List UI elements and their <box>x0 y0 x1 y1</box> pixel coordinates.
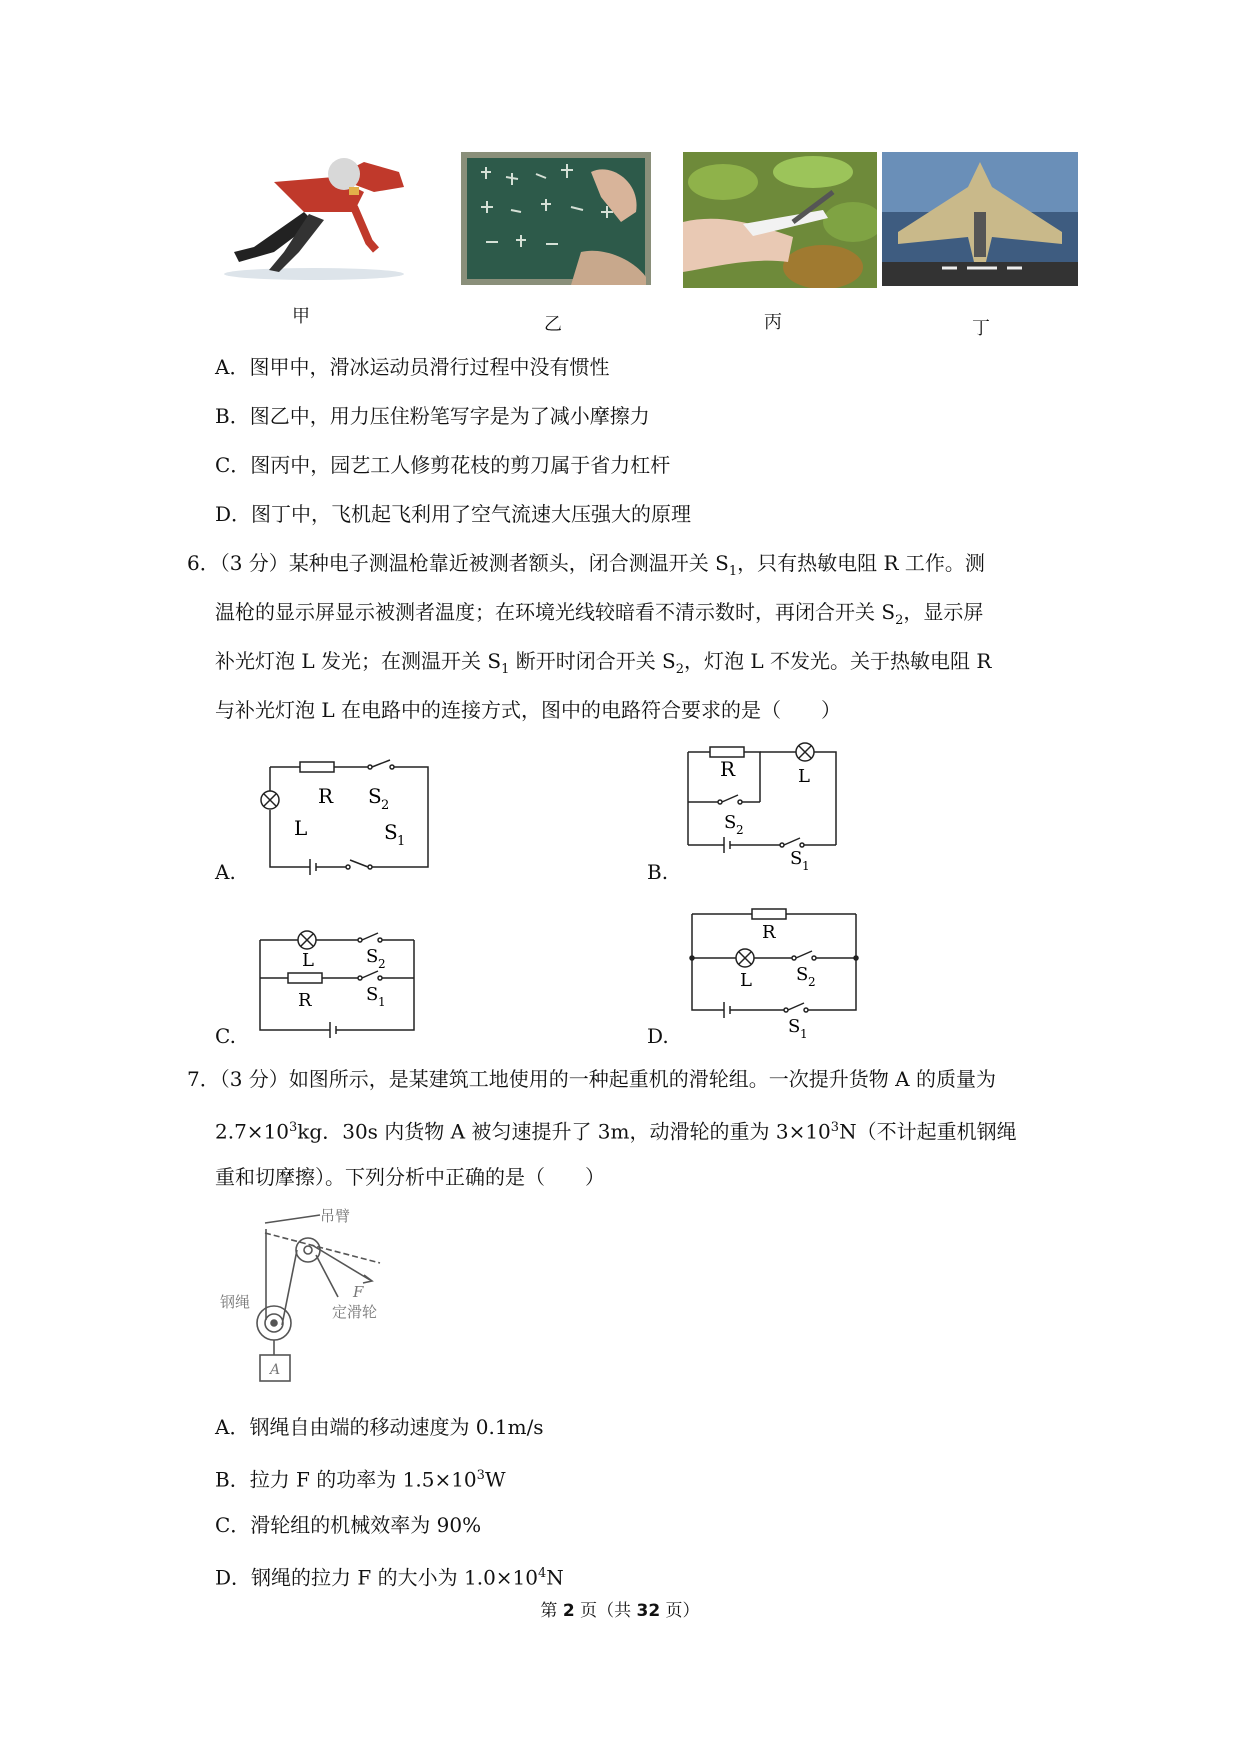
svg-text:S: S <box>724 812 737 833</box>
circuit-c-diagram <box>250 920 425 1040</box>
caption-yi: 乙 <box>544 314 562 335</box>
circuit-d-label: D. <box>647 1024 669 1048</box>
svg-text:L: L <box>740 970 752 991</box>
svg-text:L: L <box>798 766 810 787</box>
svg-text:R: R <box>298 990 312 1011</box>
svg-text:L: L <box>294 816 308 840</box>
caption-ding: 丁 <box>972 318 990 339</box>
circuit-a-label: A. <box>215 860 236 884</box>
svg-text:2: 2 <box>381 798 390 813</box>
svg-text:L: L <box>302 950 314 971</box>
svg-text:1: 1 <box>378 995 386 1009</box>
circuit-b-label: B. <box>647 860 669 884</box>
crane-pulley-diagram <box>220 1205 395 1390</box>
svg-text:S: S <box>796 964 809 985</box>
q7-number: 7．（3 分） <box>187 1067 289 1091</box>
q5-option-d: D．图丁中，飞机起飞利用了空气流速大压强大的原理 <box>215 502 692 526</box>
q7-line3: 重和切摩擦）。下列分析中正确的是（ ） <box>215 1165 605 1189</box>
q7-option-b: B．拉力 F 的功率为 $1.5\times 10^3W$ <box>215 1467 506 1492</box>
svg-text:1: 1 <box>397 834 406 849</box>
q7-option-d: D．钢绳的拉力 F 的大小为 $1.0\times 10^4N$ <box>215 1565 564 1590</box>
q7-option-a: A．钢绳自由端的移动速度为 0.1m/s <box>215 1415 544 1439</box>
jet-image <box>882 152 1078 286</box>
circuit-d-diagram <box>684 900 864 1040</box>
svg-text:R: R <box>762 922 776 943</box>
svg-text:R: R <box>720 757 736 781</box>
q7-line2: $2.7\times 10^3kg$．30s 内货物 A 被匀速提升了 3m，动滑轮的重为 $3\times 10^3N$（不计起重机钢绳 <box>215 1119 1017 1144</box>
q6-line3: 补光灯泡 L 发光；在测温开关 $S_1$ 断开时闭合开关 $S_2$，灯泡 L 不发光。关于热敏电阻 R <box>215 649 992 677</box>
svg-text:A: A <box>270 1362 281 1378</box>
circuit-b-diagram <box>680 740 850 870</box>
caption-bing: 丙 <box>764 312 782 333</box>
caption-jia: 甲 <box>292 306 310 327</box>
svg-text:S: S <box>366 946 379 967</box>
svg-text:S: S <box>790 848 803 869</box>
svg-text:S: S <box>788 1016 801 1037</box>
circuit-a-diagram <box>250 755 435 875</box>
page-footer: 第 2 页（共 32 页） <box>540 1601 700 1621</box>
q6-line1: 6．（3 分）某种电子测温枪靠近被测者额头，闭合测温开关 $S_1$，只有热敏电阻 R 工作。测 <box>187 551 985 579</box>
q5-option-c: C．图丙中，园艺工人修剪花枝的剪刀属于省力杠杆 <box>215 453 671 477</box>
svg-text:2: 2 <box>736 823 744 837</box>
q7-line1: 7．（3 分）如图所示，是某建筑工地使用的一种起重机的滑轮组。一次提升货物 A 的质量为 <box>187 1067 996 1091</box>
svg-text:F: F <box>353 1283 364 1301</box>
q6-line2: 温枪的显示屏显示被测者温度；在环境光线较暗看不清示数时，再闭合开关 $S_2$，显示屏 <box>215 600 984 628</box>
svg-text:钢绳: 钢绳 <box>220 1293 251 1311</box>
q7-option-c: C．滑轮组的机械效率为 90% <box>215 1513 482 1537</box>
svg-text:2: 2 <box>378 957 386 971</box>
svg-text:1: 1 <box>800 1027 808 1040</box>
q6-line4: 与补光灯泡 L 在电路中的连接方式，图中的电路符合要求的是（ ） <box>215 698 841 722</box>
page-total: 32 <box>636 1601 661 1621</box>
circuit-c-label: C. <box>215 1024 236 1048</box>
svg-text:1: 1 <box>802 859 810 870</box>
q6-number: 6．（3 分） <box>187 551 289 575</box>
svg-text:S: S <box>368 784 382 808</box>
svg-text:定滑轮: 定滑轮 <box>332 1303 378 1321</box>
q5-option-a: A．图甲中，滑冰运动员滑行过程中没有惯性 <box>215 355 610 379</box>
svg-text:2: 2 <box>808 975 816 989</box>
svg-text:吊臂: 吊臂 <box>320 1207 351 1225</box>
svg-text:S: S <box>384 820 398 844</box>
page-number: 2 <box>562 1601 575 1621</box>
svg-text:S: S <box>366 984 379 1005</box>
svg-text:R: R <box>318 784 334 808</box>
chalkboard-image <box>461 152 651 285</box>
q5-option-b: B．图乙中，用力压住粉笔写字是为了减小摩擦力 <box>215 404 650 428</box>
pruning-image <box>683 152 877 288</box>
skater-image <box>214 152 410 282</box>
